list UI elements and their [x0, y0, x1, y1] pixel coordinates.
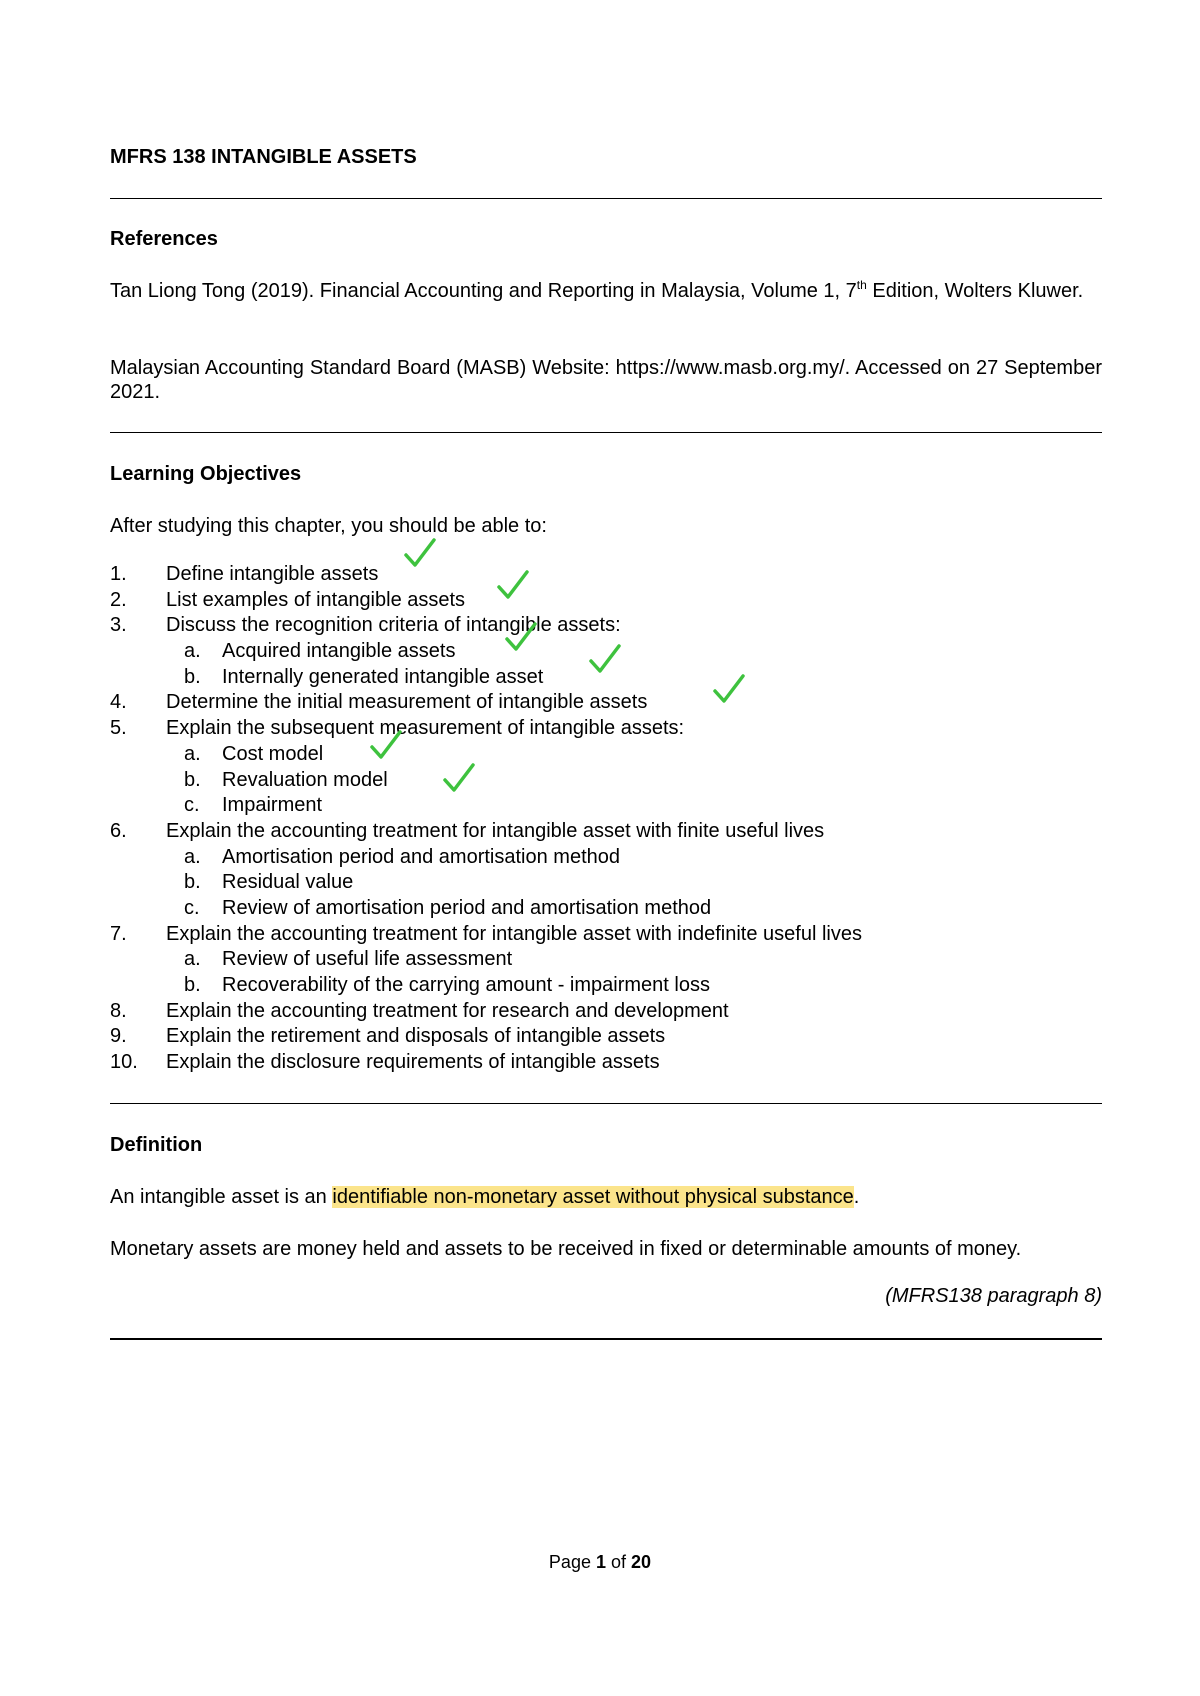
item-text: Revaluation model [222, 768, 388, 791]
check-icon [369, 729, 403, 763]
reference-2: Malaysian Accounting Standard Board (MASB) Website: https://www.masb.org.my/. Accessed on 27 September 2021. [110, 357, 1102, 403]
reference-1-text: Tan Liong Tong (2019). Financial Accounting and Reporting in Malaysia, Volume 1, 7 [110, 280, 857, 302]
item-text: Amortisation period and amortisation method [222, 845, 620, 868]
objective-item [110, 588, 1102, 614]
item-text: Explain the accounting treatment for intangible asset with indefinite useful lives [166, 922, 862, 945]
item-number: 2. [110, 588, 127, 611]
page-number: 1 [595, 1552, 606, 1572]
item-number: a. [184, 640, 201, 663]
item-text: Cost model [222, 742, 324, 765]
item-number: b. [184, 665, 201, 688]
definition-text: An intangible asset is an [110, 1186, 333, 1208]
of-label: of [611, 1552, 627, 1572]
item-text: Explain the disclosure requirements of intangible assets [166, 1051, 660, 1074]
reference-1-text-end: Edition, Wolters Kluwer. [866, 280, 1084, 302]
item-number: 3. [110, 614, 127, 637]
item-text: Internally generated intangible asset [222, 665, 544, 688]
definition-paragraph [110, 1185, 1102, 1209]
check-icon [504, 621, 538, 655]
item-text: Review of amortisation period and amortisation method [222, 896, 712, 919]
item-number: 8. [110, 999, 127, 1022]
item-text: Recoverability of the carrying amount - impairment loss [222, 974, 710, 996]
reference-1-superscript: th [856, 278, 867, 292]
item-number: b. [184, 974, 201, 996]
item-number: a. [184, 948, 201, 971]
item-text: Residual value [222, 871, 354, 894]
item-text: Explain the retirement and disposals of intangible assets [166, 1025, 666, 1048]
sub-objective-item [110, 896, 1102, 922]
monetary-assets-paragraph: Monetary assets are money held and assets to be received in fixed or determinable amounts of money. [110, 1238, 1022, 1260]
document-title: MFRS 138 INTANGIBLE ASSETS [110, 146, 417, 168]
sub-objective-item [110, 947, 1102, 973]
item-text: Define intangible assets [166, 563, 379, 585]
item-number: 6. [110, 819, 127, 842]
objective-item [110, 922, 1102, 948]
sub-objective-item [110, 973, 1102, 999]
objective-item [110, 819, 1102, 845]
highlighted-definition: identifiable non-monetary asset without physical substance [332, 1186, 854, 1208]
definition-heading: Definition [110, 1134, 203, 1156]
sub-objective-item [110, 742, 1102, 768]
item-number: c. [184, 794, 200, 817]
item-text: Explain the accounting treatment for research and development [166, 999, 729, 1022]
objective-item [110, 1050, 1102, 1076]
item-number: 9. [110, 1025, 127, 1048]
objectives-intro: After studying this chapter, you should be able to: [110, 515, 547, 537]
item-number: c. [184, 896, 200, 919]
item-text: Explain the subsequent measurement of intangible assets: [166, 717, 685, 740]
objective-item [110, 562, 1102, 588]
item-text: Explain the accounting treatment for intangible asset with finite useful lives [166, 819, 825, 842]
check-icon [712, 673, 746, 707]
sub-objective-item [110, 793, 1102, 819]
objective-item [110, 613, 1102, 639]
item-number: 5. [110, 717, 127, 740]
sub-objective-item [110, 870, 1102, 896]
item-number: 1. [110, 563, 127, 585]
objective-item [110, 999, 1102, 1025]
item-number: a. [184, 845, 201, 868]
item-text: List examples of intangible assets [166, 588, 466, 611]
divider [110, 198, 1102, 199]
divider [110, 1103, 1102, 1104]
sub-objective-item [110, 768, 1102, 794]
item-number: 10. [110, 1051, 138, 1074]
item-number: 4. [110, 691, 127, 714]
check-icon [442, 762, 476, 796]
learning-objectives-heading: Learning Objectives [110, 463, 302, 485]
item-text: Review of useful life assessment [222, 948, 513, 971]
references-heading: References [110, 228, 218, 250]
item-number: b. [184, 768, 201, 791]
reference-1 [110, 279, 1102, 303]
item-number: 7. [110, 922, 127, 945]
item-text: Determine the initial measurement of intangible assets [166, 691, 648, 714]
objective-item [110, 716, 1102, 742]
item-text: Impairment [222, 794, 323, 817]
divider [110, 432, 1102, 433]
item-text: Discuss the recognition criteria of intangible assets: [166, 614, 621, 637]
objective-item [110, 1024, 1102, 1050]
objective-item [110, 690, 1102, 716]
check-icon [588, 643, 622, 677]
definition-period: . [853, 1186, 860, 1208]
check-icon [403, 537, 437, 571]
item-number: a. [184, 742, 201, 765]
citation: (MFRS138 paragraph 8) [885, 1285, 1102, 1307]
check-icon [496, 569, 530, 603]
divider [110, 1338, 1102, 1340]
item-text: Acquired intangible assets [222, 640, 456, 663]
page-total: 20 [631, 1552, 652, 1572]
page-footer [0, 1552, 1200, 1573]
objectives-list [110, 562, 1102, 1076]
page-label: Page [548, 1552, 591, 1572]
sub-objective-item [110, 845, 1102, 871]
item-number: b. [184, 871, 201, 894]
